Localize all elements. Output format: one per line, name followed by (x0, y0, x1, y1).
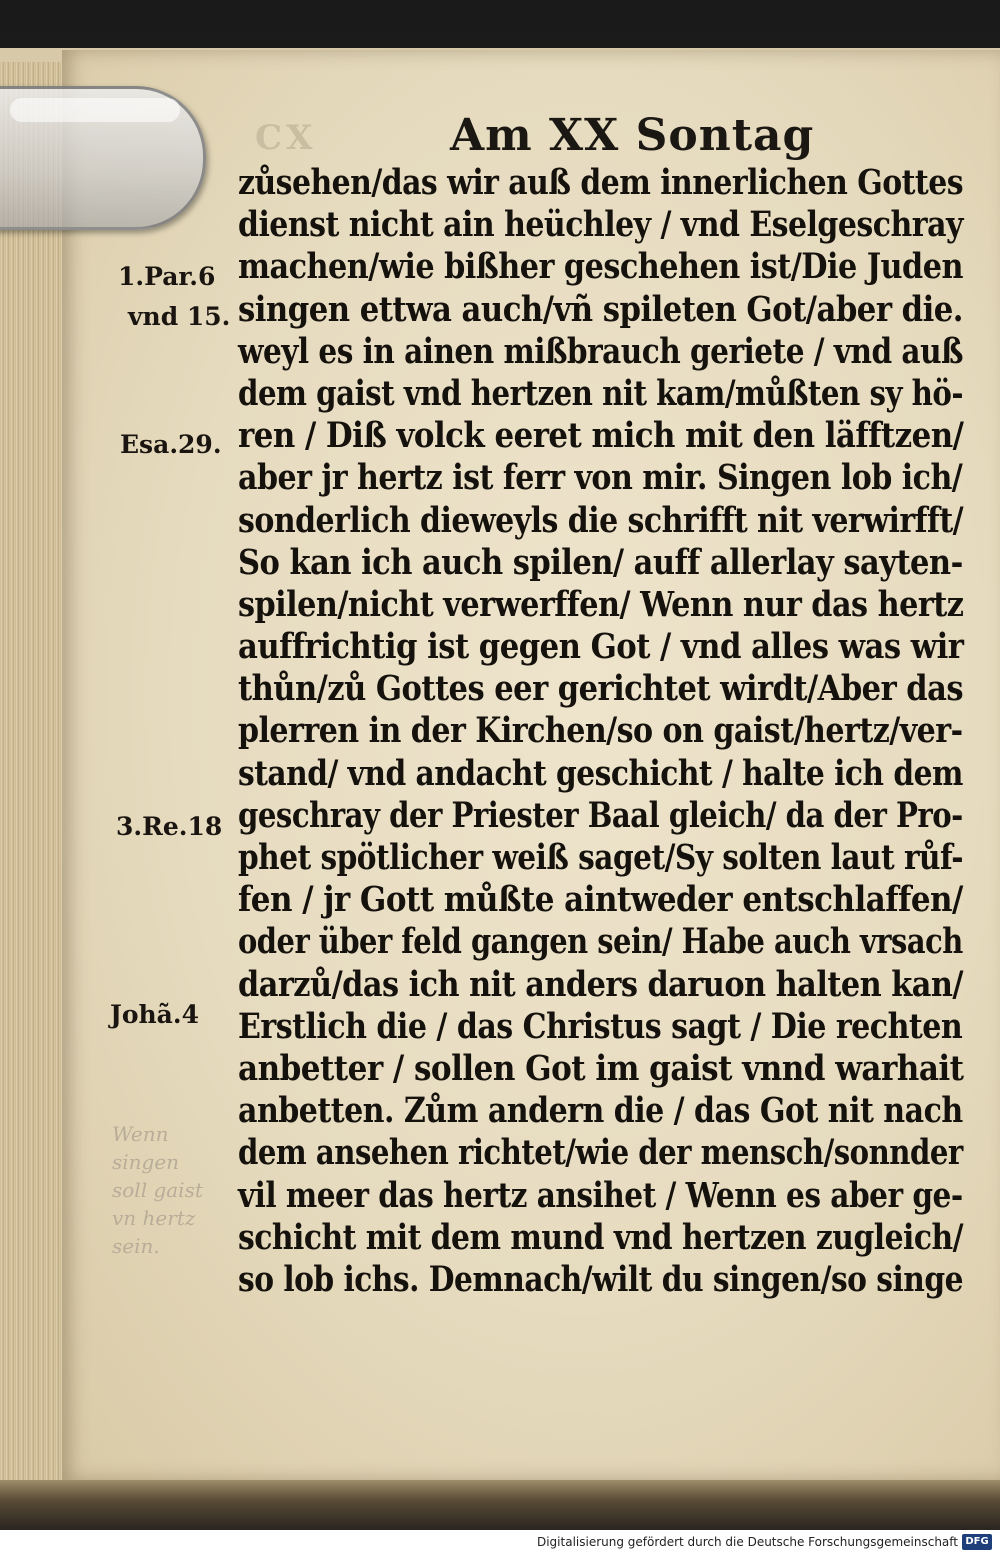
text-line: anbetter / sollen Got im gaist vnnd warhait (238, 1048, 964, 1089)
book-bottom-edge (0, 1480, 1000, 1530)
text-line: zůsehen/das wir auß dem innerlichen Gottes (238, 163, 964, 203)
text-line: aber jr hertz ist ferr von mir. Singen lob ich/ (238, 458, 963, 499)
body-text (238, 162, 963, 1301)
margin-note: vnd 15. (128, 302, 231, 331)
margin-note: Johã.4 (110, 1000, 199, 1029)
running-header: Am XX Sontag (450, 110, 815, 161)
text-line: darzů/das ich nit anders daruon halten kan/ (238, 964, 963, 1005)
bleed-line: sein. (112, 1234, 160, 1258)
text-line: vil meer das hertz ansihet / Wenn es aber ge- (238, 1175, 963, 1216)
text-line: weyl es in ainen mißbrauch geriete / vnd auß (238, 331, 964, 372)
text-line: stand/ vnd andacht geschicht / halte ich dem (238, 753, 963, 794)
folio-number: CX (255, 118, 317, 158)
text-line: dem gaist vnd hertzen nit kam/můßten sy hö- (238, 373, 964, 414)
text-line: dienst nicht ain heüchley / vnd Eselgeschray (238, 205, 963, 246)
text-line: So kan ich auch spilen/ auff allerlay sayten- (238, 542, 963, 583)
text-line: spilen/nicht verwerffen/ Wenn nur das hertz (238, 584, 964, 625)
bleed-line: Wenn (112, 1122, 169, 1146)
text-line: fen / jr Gott můßte aintweder entschlaffen/ (238, 880, 963, 921)
text-line: thůn/zů Gottes eer gerichtet wirdt/Aber das (238, 669, 964, 710)
text-line: schicht mit dem mund vnd hertzen zugleich/ (238, 1217, 963, 1258)
bleed-line: vn hertz (112, 1206, 196, 1230)
dfg-logo: DFG (962, 1534, 992, 1550)
bleed-line: singen (112, 1150, 180, 1174)
text-line: phet spötlicher weiß saget/Sy solten laut růf- (238, 838, 963, 878)
text-line: geschray der Priester Baal gleich/ da der Pro- (238, 795, 963, 836)
margin-note: 3.Re.18 (116, 812, 223, 841)
text-line: machen/wie bißher geschehen ist/Die Juden (238, 247, 963, 288)
margin-note: 1.Par.6 (118, 262, 216, 291)
bleed-through-text (112, 1120, 203, 1260)
text-line: sonderlich dieweyls die schrifft nit verwirfft/ (238, 500, 964, 541)
text-line: anbetten. Zům andern die / das Got nit nach (238, 1091, 963, 1132)
bleed-line: soll gaist (112, 1178, 203, 1202)
text-line: Erstlich die / das Christus sagt / Die rechten (238, 1006, 963, 1047)
text-line: auffrichtig ist gegen Got / vnd alles was wir (238, 627, 964, 668)
funding-credit: Digitalisierung gefördert durch die Deutsche Forschungsgemeinschaft (536, 1535, 958, 1549)
page-clip-highlight (10, 98, 180, 122)
text-line: so lob ichs. Demnach/wilt du singen/so singe (238, 1259, 963, 1300)
text-line: singen ettwa auch/vñ spileten Got/aber die. (238, 289, 963, 330)
text-line: plerren in der Kirchen/so on gaist/hertz/ver- (238, 711, 963, 752)
text-line: oder über feld gangen sein/ Habe auch vrsach (238, 922, 963, 963)
margin-note: Esa.29. (120, 430, 222, 459)
text-line: ren / Diß volck eeret mich mit den läfftzen/ (238, 416, 964, 457)
text-line: dem ansehen richtet/wie der mensch/sonnder (238, 1133, 963, 1174)
